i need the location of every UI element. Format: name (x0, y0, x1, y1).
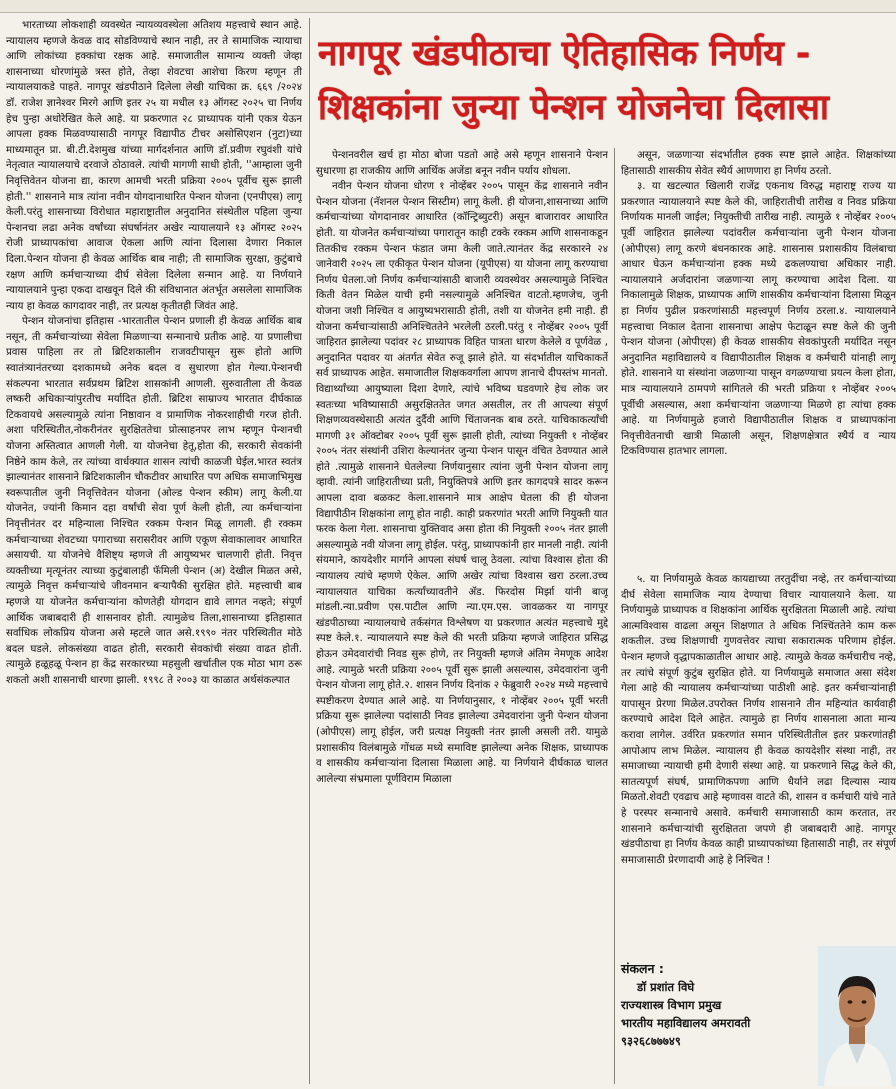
author-role: राज्यशास्त्र विभाग प्रमुख (621, 998, 722, 1012)
column-2-paragraph-1: पेन्शनवरील खर्च हा मोठा बोजा पडतो आहे असे म्हणून शासनाने पेन्शन सुधारणा हा राजकीय आणि आर्थिक अजेंडा बनून नवीन पर्याय शोधला. (316, 150, 608, 177)
author-credit (621, 960, 811, 1050)
credit-label: संकलन : (621, 961, 664, 976)
author-portrait-icon (818, 946, 896, 1086)
author-phone: ९३२६८७७७४९ (621, 1034, 681, 1048)
column-3-paragraph-1: असून, जळणाऱ्या संदर्भातील हक्क स्पष्ट झाले आहेत. शिक्षकांच्या हितासाठी शासकीय सेवेत स्थैर्य आणणारा हा निर्णय ठरतो. (621, 150, 896, 177)
article-column-3-conclusion (621, 572, 896, 962)
history-paragraph: पेन्शन योजनांचा इतिहास -भारतातील पेन्शन प्रणाली ही केवळ आर्थिक बाब नसून, ती कर्मचाऱ्यांच्या सेवेला मिळणाऱ्या सन्मानाचे प्रतीक आहे. या प्रणालीचा प्रवास पाहिला तर तो ब्रिटिशकालीन राजवटीपासून सुरू होतो आणि स्वातंत्र्यानंतरच्या दशकामध्ये अनेक बदल व सुधारणा होत गेल्या.पेन्शनची संकल्पना भारतात सर्वप्रथम ब्रिटिश शासकांनी आणली. सुरुवातीला ती केवळ लष्करी अधिकाऱ्यांपुरतीच मर्यादित होती. ब्रिटिश साम्राज्य भारतात दीर्घकाळ टिकवायचे असल्यामुळे त्यांना निष्ठावान व प्रामाणिक नोकरशाहीची गरज होती. अशा परिस्थितीत,नोकरीनंतर सुरक्षिततेचा प्रोत्साहनपर लाभ म्हणून पेन्शनची योजना अस्तित्वात आणली गेली. या योजनेचा हेतू,होता की, सरकारी सेवकांनी निष्ठेने काम केले, तर त्यांच्या वार्धक्यात शासन त्यांची काळजी घेईल.भारत स्वतंत्र झाल्यानंतर शासनाने ब्रिटिशकालीन चौकटीवर आधारित पण अधिक समाजाभिमुख स्वरूपातील जुनी निवृत्तिवेतन योजना (ओल्ड पेन्शन स्कीम) लागू केली.या योजनेत, ज्यांनी किमान दहा वर्षांची सेवा पूर्ण केली होती, त्या कर्मचाऱ्यांना निवृत्तीनंतर दर महिन्याला निश्चित रक्कम पेन्शन मिळू लागली. ही रक्कम कर्मचाऱ्याच्या शेवटच्या पगाराच्या सरासरीवर आणि एकूण सेवाकालावर आधारित असायची. या योजनेचे वैशिष्ट्य म्हणजे ती आयुष्यभर चालणारी होती. निवृत्त व्यक्तीच्या मृत्यूनंतर त्याच्या कुटुंबालाही फॅमिली पेन्शन (अ) देखील मिळत असे, त्यामुळे निवृत्त कर्मचाऱ्यांचे जीवनमान बऱ्यापैकी सुरक्षित होते. महत्त्वाची बाब म्हणजे या योजनेत कर्मचाऱ्यांना कोणतेही योगदान द्यावे लागत नव्हते; संपूर्ण आर्थिक जबाबदारी ही शासनावर होती. त्यामुळेच तिला,शासनाच्या इतिहासात सर्वाधिक लोकप्रिय योजना असे म्हटले जात असे.१९९० नंतर परिस्थितीत मोठे बदल घडले. लोकसंख्या वाढत होती, सरकारी सेवकांची संख्या वाढत होती. त्यामुळे हळूहळू पेन्शन हा केंद्र सरकारच्या महसुली खर्चातील एक मोठा भाग ठरू शकतो अशी शासनाची धारणा झाली. १९९८ ते २००३ या काळात अर्थसंकल्पात (6, 316, 302, 686)
column-2-paragraph-2: नवीन पेन्शन योजना धोरण १ नोव्हेंबर २००५ पासून केंद्र शासनाने नवीन पेन्शन योजना (नॅशनल पेन्शन सिस्टीम) लागू केली. ही योजना,शासनाच्या आणि कर्मचाऱ्यांच्या योगदानावर आधारित (कॉन्ट्रिब्युटरी) असून बाजारावर आधारित होती. या योजनेत कर्मचाऱ्यांच्या पगारातून काही टक्के रक्कम आणि शासनाकडून तितकीच रक्कम पेन्शन फंडात जमा केली जाते.त्यानंतर केंद्र सरकारने २४ जानेवारी २०२५ ला एकीकृत पेन्शन योजना (यूपीएस) या योजना लागू करण्याचा निर्णय घेतला.जो निर्णय कर्मचाऱ्यांसाठी बाजारी व्यवस्थेवर असल्यामुळे निश्चित किती वेतन मिळेल याची हमी नसल्यामुळे अनिश्चित वाटतो.म्हणजेच, जुनी योजना जशी निश्चित व आयुष्यभरासाठी होती, तशी या योजनेत हमी नाही. ही योजना कर्मचाऱ्यांसाठी अनिश्चिततेने भरलेली ठरली.परंतु १ नोव्हेंबर २००५ पूर्वी जाहिरात झालेल्या पदांवर २८ प्राध्यापक विहित पात्रता धारण केलेले व पूर्णवेळ , अनुदानित पदावर या अंतर्गत सेवेत रुजू झाले होते. या संदर्भातील याचिकाकर्ते सर्व प्राध्यापक आहेत. समाजातील शिक्षकवर्गाला आपण ज्ञानाचे दीपस्तंभ मानतो. विद्यार्थ्यांच्या आयुष्याला दिशा देणारे, त्यांचे भविष्य घडवणारे हेच लोक जर स्वतःच्या भविष्यासाठी असुरक्षिततेत जगत असतील, तर ती आपल्या संपूर्ण शिक्षणव्यवस्थेसाठी अत्यंत दुर्दैवी आणि चिंताजनक बाब ठरते. याचिकाकर्त्यांची मागणी ३१ ऑक्टोबर २००५ पूर्वी सुरू झाली होती, त्यांच्या नियुक्ती १ नोव्हेंबर २००५ नंतर संस्थांनी उशिरा केल्यानंतर जुन्या पेन्शन पासून वंचित ठेवण्यात आले होते .त्यामुळे शासनाने घेतलेल्या निर्णयानुसार त्यांना जुनी पेन्शन योजना लागू व्हावी. त्यांनी जाहिरातीच्या प्रती, नियुक्तिपत्रे आणि इतर कागदपत्रे सादर करून आपला दावा बळकट केला.शासनाने मात्र आक्षेप घेतला की ही योजना विद्यापीठीन शिक्षकांना लागू होत नाही. काही प्रकरणांत भरती आणि नियुक्ती यात फरक केला गेला. शासनाचा युक्तिवाद असा होता की नियुक्ती २००५ नंतर झाली असल्यामुळे नवी योजना लागू होईल. परंतु, प्राध्यापकांनी हार मानली नाही. त्यांनी संयमाने, कायदेशीर मार्गाने आपला संघर्ष चालू ठेवला. त्यांचा विश्वास होता की न्यायालय त्यांचे म्हणणे ऐकेल. आणि अखेर त्यांचा विश्वास खरा ठरला.उच्च न्यायालयात याचिका कर्त्यांच्यावतीने ॲड. फिरदोस मिर्झा यांनी बाजू मांडली.न्या.प्रवीण एस.पाटील आणि न्या.एम.एस. जावळकर या नागपूर खंडपीठाच्या न्यायालयाचे तर्कसंगत विश्लेषण या प्रकरणात अत्यंत महत्त्वाचे मुद्दे स्पष्ट केले.१. न्यायालयाने स्पष्ट केले की भरती प्रक्रिया म्हणजे जाहिरात प्रसिद्ध होऊन उमेदवारांची निवड सुरू होणे, तर नियुक्ती म्हणजे अंतिम नेमणूक आदेश आहे. त्यामुळे भरती प्रक्रिया २००५ पूर्वी सुरू झाली असल्यास, उमेदवारांना जुनी पेन्शन योजना लागू होते.२. शासन निर्णय दिनांक २ फेब्रुवारी २०२४ मध्ये महत्त्वाचे स्पष्टीकरण देण्यात आले आहे. या निर्णयानुसार, १ नोव्हेंबर २००५ पूर्वी भरती प्रक्रिया सुरू झालेल्या पदांसाठी निवड झालेल्या उमेदवारांना जुनी पेन्शन योजना (ओपीएस) लागू होईल, जरी प्रत्यक्ष नियुक्ती नंतर झाली असली तरी. यामुळे प्रशासकीय विलंबामुळे गोंधळ मध्ये समाविष्ट झालेल्या अनेक शिक्षक, प्राध्यापक व शासकीय कर्मचाऱ्यांना दिलासा मिळाला आहे. या निर्णयाने दीर्घकाळ चालत आलेल्या संभ्रमाला पूर्णविराम मिळाला (316, 181, 608, 785)
author-name: डॉ प्रशांत विघे (637, 980, 695, 994)
intro-paragraph: भारताच्या लोकशाही व्यवस्थेत न्यायव्यवस्थेला अतिशय महत्त्वाचे स्थान आहे. न्यायालय म्हणजे केवळ वाद सोडविण्याचे स्थान नाही, तर ते सामाजिक न्यायाचा आणि लोकांच्या हक्कांचा रक्षक आहे. समाजातील सामान्य व्यक्ती जेव्हा शासनाच्या धोरणांमुळे त्रस्त होते, तेव्हा शेवटचा आशेचा किरण म्हणून ती न्यायालयाकडे पाहते. नागपूर खंडपीठाने दिलेला लेखी याचिका क्र. ६६९ /२०२४ डॉ. राजेश ज्ञानेश्वर मिरगे आणि इतर २५ या मधील १३ ऑगस्ट २०२५ चा निर्णय हेच पुन्हा अधोरेखित केले आहे. या प्रकरणात २८ प्राध्यापक यांनी एकत्र येऊन आपला हक्क मिळवण्यासाठी नागपूर विद्यापीठ टीचर असोसिएशन (नुटा)च्या माध्यमातून प्रा. बी.टी.देशमुख यांच्या मार्गदर्शनात आणि डॉ.प्रवीण रघुवंशी यांचे नेतृत्वात न्यायालयाचे दरवाजे ठोठावले. त्यांची मागणी साधी होती, ''आम्हाला जुनी निवृत्तिवेतन योजना द्या, कारण आमची भरती प्रक्रिया २००५ पूर्वीच सुरू झाली होती.'' शासनाने मात्र त्यांना नवीन योगदानाधारित पेन्शन योजना (एनपीएस) लागू केली.परंतु शासनाच्या विरोधात महाराष्ट्रातील अनुदानित संस्थेतील पहिला जुन्या पेन्शनचा लढा अनेक वर्षांच्या संघर्षानंतर अखेर न्यायालयाने १३ ऑगस्ट २०२५ रोजी प्राध्यापकांचा आवाज ऐकला आणि त्यांना दिलासा देणारा निकाल दिला.पेन्शन योजना ही केवळ आर्थिक बाब नाही; ती सामाजिक सुरक्षा, कुटुंबाचे रक्षण आणि कर्मचाऱ्याच्या दीर्घ सेवेला दिलेला सन्मान आहे. या निर्णयाने न्यायालयाने पुन्हा एकदा दाखवून दिले की संविधानात अंतर्भूत असलेला सामाजिक न्याय हा केवळ कागदावर नाही, तर प्रत्यक्ष कृतीतही जिवंत आहे. (6, 20, 302, 312)
column-3-paragraph-2: ३. या खटल्यात खिलारी राजेंद्र एकनाथ विरुद्ध महाराष्ट्र राज्य या प्रकरणात न्यायालयाने स्पष्ट केले की, जाहिरातीची तारीख व निवड प्रक्रिया निर्णायक मानली जाईल; नियुक्तीची तारीख नाही. त्यामुळे १ नोव्हेंबर २००५ पूर्वी जाहिरात झालेल्या पदांवरील कर्मचाऱ्यांना जुनी पेन्शन योजना (ओपीएस) लागू करणे बंधनकारक आहे. शासनास प्रशासकीय विलंबाचा आधार घेऊन कर्मचाऱ्यांना हक्क मध्ये ढकलण्याचा अधिकार नाही. न्यायालयाने अर्जदारांना जळणाऱ्या लागू करण्याचा आदेश दिला. या निकालामुळे शिक्षक, प्राध्यापक आणि शासकीय कर्मचाऱ्यांना दिलासा मिळून हा निर्णय पुढील प्रकरणांसाठी महत्त्वपूर्ण निर्णय ठरला.४. न्यायालयाने महत्त्वाचा निकाल देताना शासनाचा आक्षेप फेटाळून स्पष्ट केले की जुनी पेन्शन योजना (ओपीएस) ही केवळ शासकीय सेवकांपुरती मर्यादित नसून अनुदानित महाविद्यालये व विद्यापीठातील शिक्षक व कर्मचारी यांनाही लागू होते. शासनाने या संस्थांना जळणाऱ्या पासून वगळण्याचा प्रयत्न केला होता, मात्र न्यायालयाने ठामपणे सांगितले की भरती प्रक्रिया १ नोव्हेंबर २००५ पूर्वीची असल्यास, अशा कर्मचाऱ्यांना जळणाऱ्या मिळणे हा त्यांचा हक्क आहे. या निर्णयामुळे हजारो विद्यापीठातील शिक्षक व प्राध्यापकांना निवृत्तीवेतनाची खात्री मिळाली असून, शिक्षणक्षेत्रात स्थैर्य व न्याय टिकविण्यास हातभार लागला. (621, 181, 896, 458)
top-edge-strip (0, 0, 896, 13)
author-college: भारतीय महाविद्यालय अमरावती (621, 1016, 751, 1030)
column-divider (309, 18, 310, 1084)
headline-line-2: शिक्षकांना जुन्या पेन्शन योजनेचा दिलासा (318, 88, 829, 128)
conclusion-paragraph: ५. या निर्णयामुळे केवळ कायद्याच्या तरतुदींचा नव्हे, तर कर्मचाऱ्यांच्या दीर्घ सेवेला सामाजिक न्याय देण्याचा विचार न्यायालयाने केला. या निर्णयामुळे प्राध्यापक व शिक्षकांना आर्थिक सुरक्षितता मिळाली आहे. त्यांचा आत्मविश्वास वाढला असून शिक्षणात ते अधिक निश्चिंततेने काम करू शकतील. उच्च शिक्षणाची गुणवत्तेवर त्याचा सकारात्मक परिणाम होईल. पेन्शन म्हणजे वृद्धापकाळातील आधार आहे. त्यामुळे केवळ कर्मचारीच नव्हे, तर त्यांचे संपूर्ण कुटुंब सुरक्षित होते. या निर्णयामुळे समाजात असा संदेश गेला आहे की न्यायालय कर्मचाऱ्यांच्या पाठीशी आहे. इतर कर्मचाऱ्यांनाही यापासून प्रेरणा मिळेल.उपरोक्त निर्णय शासनाने तीन महिन्यांत कार्यवाही करण्याचे आदेश दिले आहेत. त्यामुळे हा निर्णय शासनाला आता मान्य करावा लागेल. उर्वरित प्रकरणांत समान परिस्थितीतील इतर प्रकरणांतही आपोआप लाभ मिळेल. न्यायालय ही केवळ कायदेशीर संस्था नाही, तर समाजाच्या न्यायाची हमी देणारी संस्था आहे. या प्रकरणाने सिद्ध केले की, सातत्यपूर्ण संघर्ष, प्रामाणिकपणा आणि धैर्याने लढा दिल्यास न्याय मिळतो.शेवटी एवढाच आहे म्हणावस वाटते की, शासन व कर्मचारी यांचे नाते हे परस्पर सन्मानाचे असावे. कर्मचारी समाजासाठी काम करतात, तर शासनाने कर्मचाऱ्यांची सुरक्षितता जपणे ही जबाबदारी आहे. नागपूर खंडपीठाचा हा निर्णय केवळ काही प्राध्यापकांच्या हितासाठी नाही, तर संपूर्ण समाजासाठी प्रेरणादायी आहे हे निश्चित ! (621, 574, 896, 866)
article-column-2 (316, 148, 608, 1084)
article-column-3 (621, 148, 896, 568)
article-column-1 (6, 18, 302, 1084)
column-divider (614, 148, 615, 1084)
author-photo (818, 946, 896, 1086)
headline-line-1: नागपूर खंडपीठाचा ऐतिहासिक निर्णय - (318, 34, 811, 74)
